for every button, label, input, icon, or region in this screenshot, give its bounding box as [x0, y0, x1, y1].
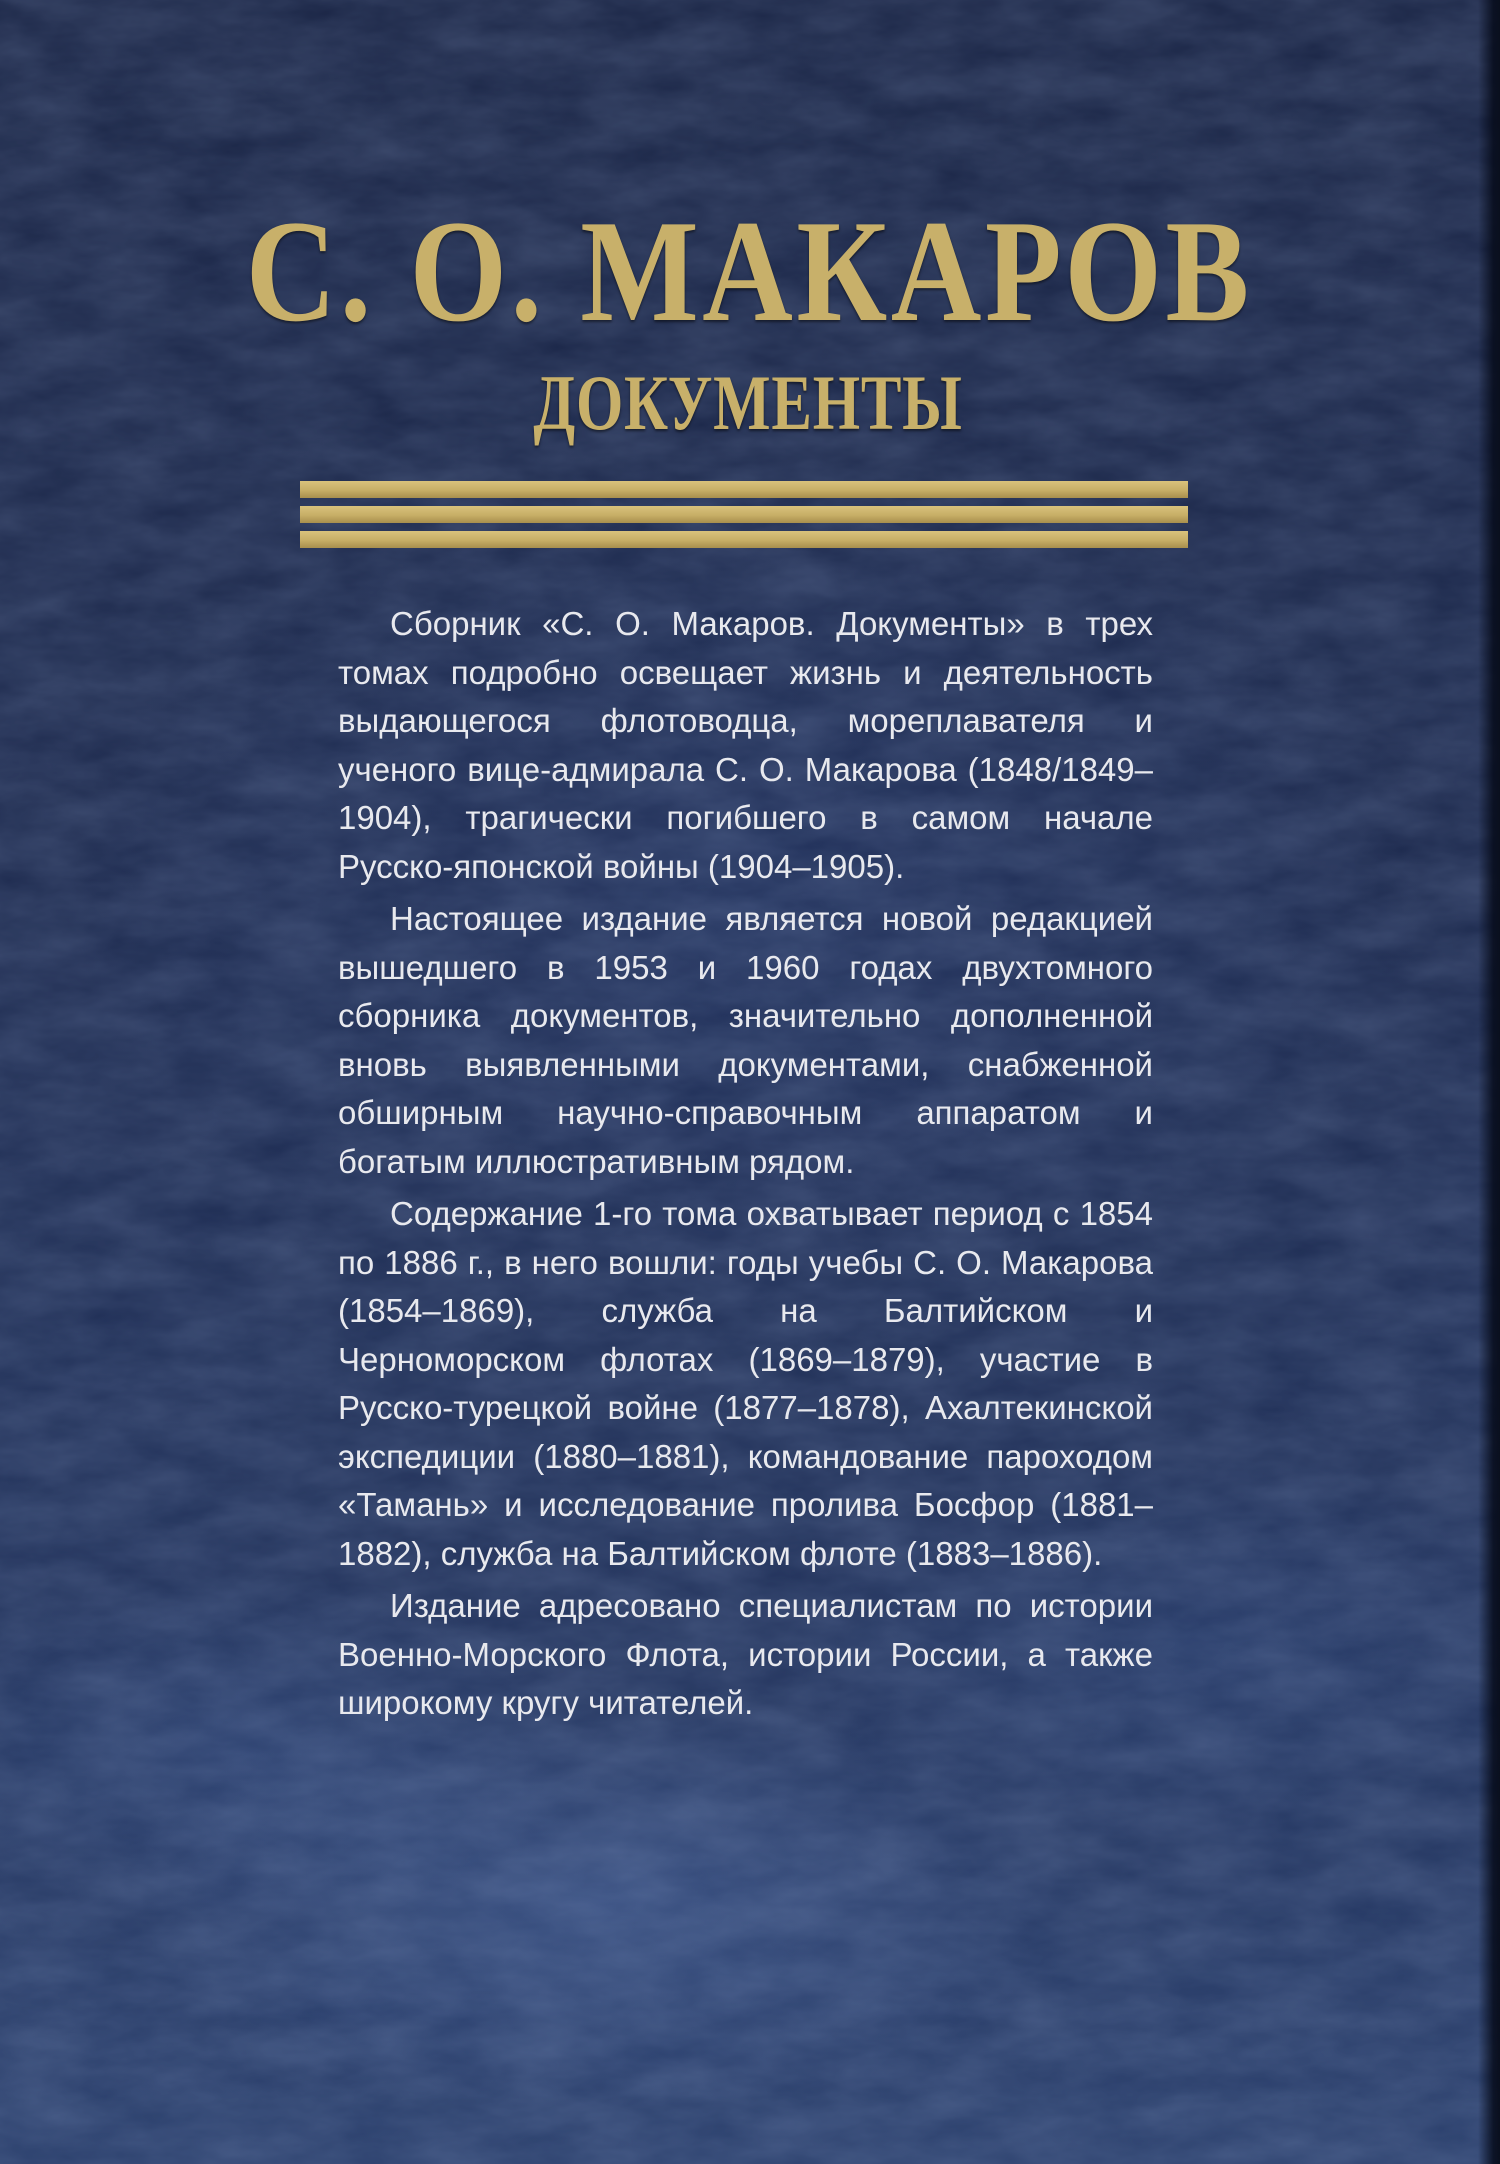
- annotation-paragraph-1: Сборник «С. О. Макаров. Документы» в трех томах подробно освещает жизнь и деятельность выдающегося флотоводца, мореплавателя и ученого вице-адмирала С. О. Макарова (1848/1849–1904), трагически погибшего в самом начале Русско-японской войны (1904–1905).: [338, 605, 1153, 885]
- annotation-paragraph-3: Содержание 1-го тома охватывает период с 1854 по 1886 г., в него вошли: годы учебы С. О. Макарова (1854–1869), служба на Балтийском и Черноморском флотах (1869–1879), участие в Русско-турецкой войне (1877–1878), Ахалтекинской экспедиции (1880–1881), командование пароходом «Тамань» и исследование пролива Босфор (1881–1882), служба на Балтийском флоте (1883–1886).: [338, 1195, 1153, 1572]
- gold-stripe-3: [300, 531, 1188, 548]
- gold-stripe-2: [300, 506, 1188, 523]
- annotation-paragraph-4: Издание адресовано специалистам по истории Военно-Морского Флота, истории России, а также широкому кругу читателей.: [338, 1587, 1153, 1721]
- annotation-paragraph-2: Настоящее издание является новой редакцией вышедшего в 1953 и 1960 годах двухтомного сборника документов, значительно дополненной вновь выявленными документами, снабженной обширным научно-справочным аппаратом и богатым иллюстративным рядом.: [338, 900, 1153, 1180]
- cover-subtitle: ДОКУМЕНТЫ: [533, 359, 963, 446]
- spine-shadow: [1478, 0, 1500, 2164]
- cover-title: С. О. МАКАРОВ: [245, 190, 1253, 352]
- gold-stripe-1: [300, 481, 1188, 498]
- annotation-text: [338, 600, 1153, 1732]
